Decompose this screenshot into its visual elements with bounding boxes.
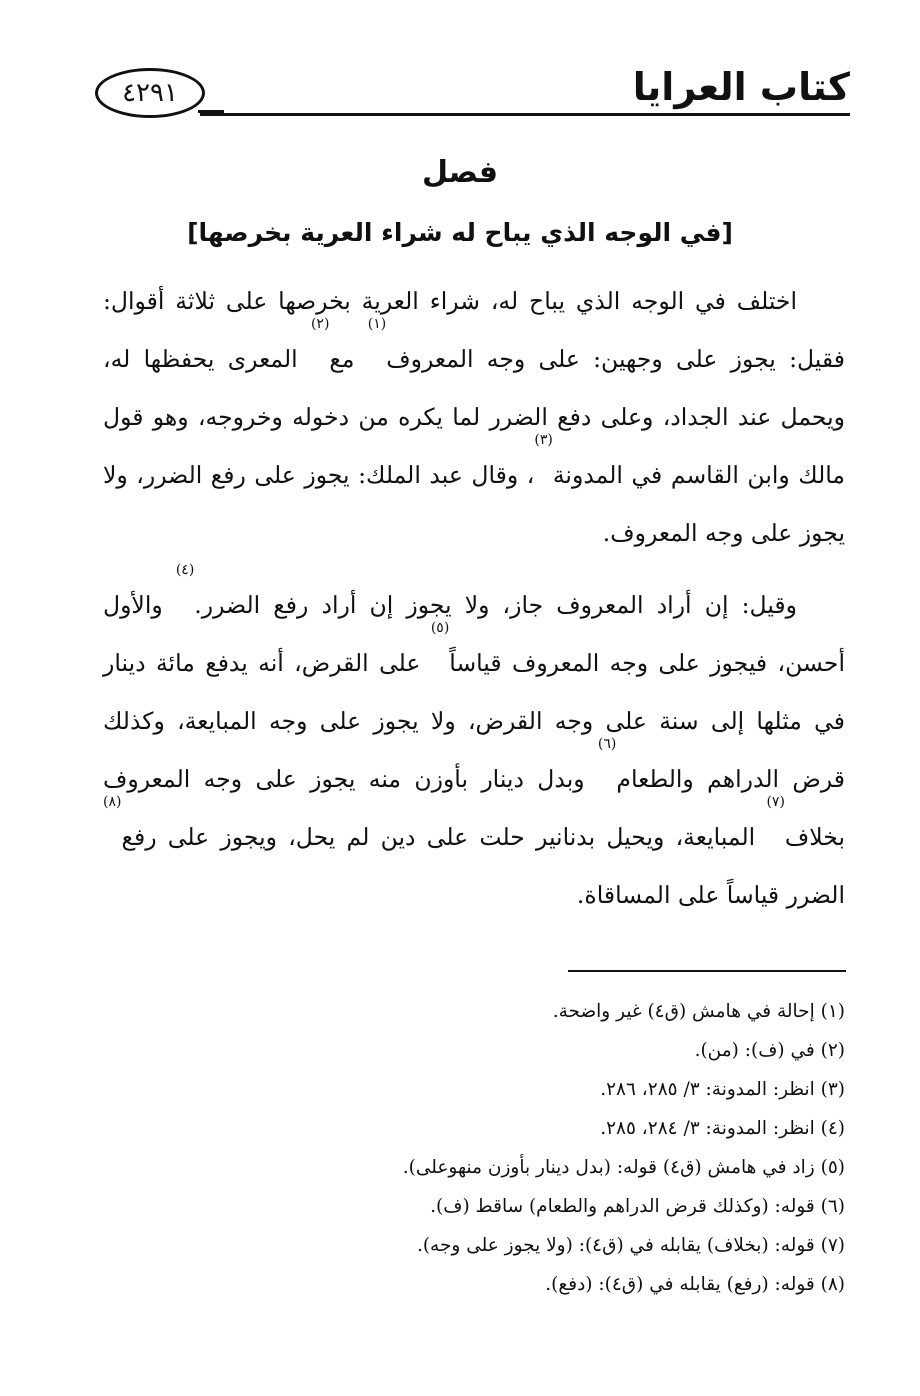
- text-run: والأول أحسن، فيجوز على وجه المعروف قياساً: [103, 591, 845, 677]
- text-run: ، وقال عبد الملك: يجوز على رفع الضرر، ولا يجوز على وجه المعروف.: [103, 461, 845, 547]
- footnote-ref-2: (٢): [310, 316, 330, 332]
- footnote-2: (٢) في (ف): (من).: [694, 1040, 845, 1061]
- text-run: مع: [329, 345, 368, 373]
- page-number-badge: [95, 68, 205, 118]
- text-run: وبدل دينار بأوزن منه يجوز على وجه المعروف بخلاف: [103, 765, 845, 851]
- text-run: المعرى يحفظها له، ويحمل عند الجداد، وعلى دفع الضرر لما يكره من دخوله وخروجه، وهو قول مالك وابن القاسم في المدونة: [103, 345, 845, 489]
- footnote-separator: [568, 970, 846, 972]
- paragraph-2: [103, 562, 845, 924]
- footnote-ref-3: (٣): [534, 432, 553, 448]
- footnote-ref-7: (٧): [766, 794, 785, 810]
- footnote-ref-1: (١): [367, 316, 387, 332]
- footnote-5: (٥) زاد في هامش (ق٤) قوله: (بدل دينار بأوزن منهوعلى).: [402, 1157, 845, 1178]
- footnote-8: (٨) قوله: (رفع) يقابله في (ق٤): (دفع).: [545, 1274, 845, 1295]
- footnote-ref-5: (٥): [430, 620, 450, 636]
- footnote-ref-6: (٦): [597, 736, 617, 752]
- page-number: ٤٢٩١: [122, 78, 178, 108]
- text-run: المبايعة، ويحيل بدنانير حلت على دين لم يحل، ويجوز على رفع: [121, 823, 767, 851]
- text-run: اختلف في الوجه الذي يباح له، شراء العرية بخرصها على ثلاثة أقوال: فقيل: يجوز على وجهين: على وجه المعروف: [103, 287, 846, 373]
- footnote-ref-8: (٨): [103, 794, 122, 810]
- footnote-7: (٧) قوله: (بخلاف) يقابله في (ق٤): (ولا يجوز على وجه).: [416, 1235, 845, 1256]
- footnotes-list: [103, 992, 845, 1304]
- footnote-3: (٣) انظر: المدونة: ٣/ ٢٨٥، ٢٨٦.: [600, 1079, 845, 1100]
- footnote-4: (٤) انظر: المدونة: ٣/ ٢٨٤، ٢٨٥.: [600, 1118, 845, 1139]
- footnote-6: (٦) قوله: (وكذلك قرض الدراهم والطعام) ساقط (ف).: [430, 1196, 845, 1217]
- paragraph-1: [103, 272, 845, 562]
- footnote-1: (١) إحالة في هامش (ق٤) غير واضحة.: [552, 1001, 845, 1022]
- book-title: كتاب العرايا: [632, 65, 850, 109]
- footnote-ref-4: (٤): [175, 562, 195, 578]
- page-number-badge-tail: [198, 110, 224, 113]
- text-run: وقيل: إن أراد المعروف جاز، ولا يجوز إن أراد رفع الضرر.: [194, 591, 797, 619]
- section-title: فصل: [422, 155, 498, 190]
- header-rule: [200, 113, 850, 116]
- section-subtitle: [في الوجه الذي يباح له شراء العرية بخرصها]: [187, 218, 733, 247]
- text-run: على القرض، أنه يدفع مائة دينار في مثلها إلى سنة على وجه القرض، ولا يجوز على وجه المبايعة، وكذلك قرض الدراهم والطعام: [103, 649, 845, 793]
- text-run: الضرر قياساً على المساقاة.: [576, 881, 845, 909]
- main-text: [103, 272, 845, 924]
